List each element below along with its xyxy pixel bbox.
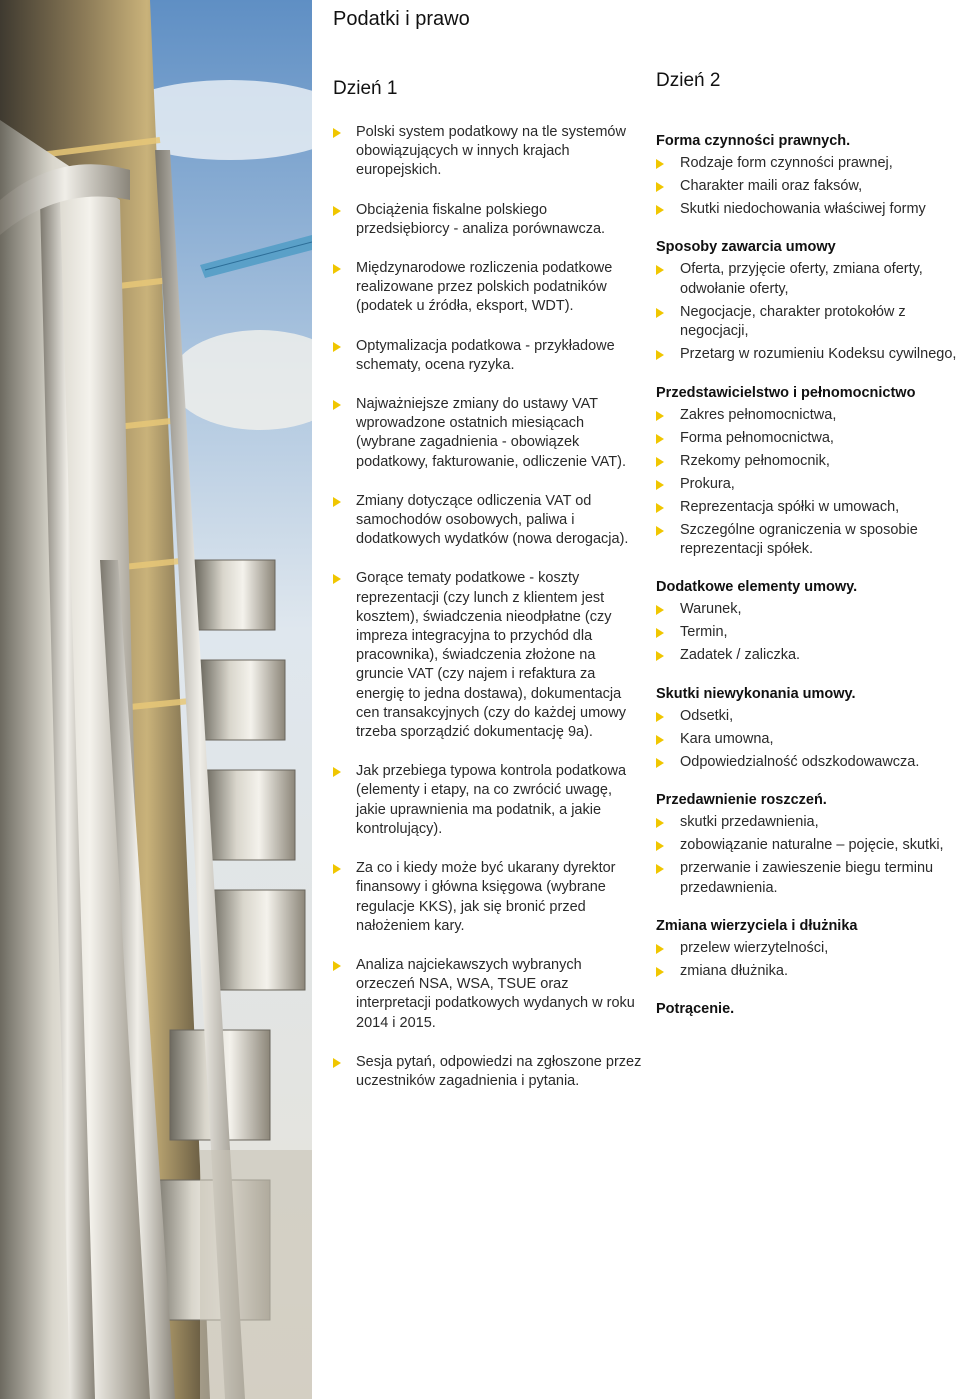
day1-item-text: Obciążenia fiskalne polskiego przedsiębiorcy - analiza porównawcza.: [356, 201, 606, 237]
triangle-bullet-icon: [333, 767, 341, 777]
triangle-bullet-icon: [656, 503, 664, 513]
day2-item: [656, 154, 960, 173]
day2-item: [656, 836, 960, 855]
section-title: Skutki niewykonania umowy.: [656, 685, 856, 702]
day2-item-text: Rodzaje form czynności prawnej,: [680, 155, 893, 171]
triangle-bullet-icon: [656, 457, 664, 467]
triangle-bullet-icon: [333, 400, 341, 410]
day1-item-text: Zmiany dotyczące odliczenia VAT od samochodów osobowych, paliwa i dodatkowych wydatków (nowa derogacja).: [356, 492, 629, 548]
day2-item: [656, 429, 960, 448]
section-title: Forma czynności prawnych.: [656, 133, 851, 149]
day2-section: [656, 917, 960, 981]
day2-item: [656, 730, 960, 749]
day2-section: [656, 384, 960, 560]
day1-item: [333, 259, 643, 317]
day1-item: [333, 569, 643, 742]
triangle-bullet-icon: [333, 264, 341, 274]
triangle-bullet-icon: [656, 712, 664, 722]
triangle-bullet-icon: [656, 864, 664, 874]
day2-item: [656, 646, 960, 665]
section-title: Dodatkowe elementy umowy.: [656, 579, 858, 596]
page-title: Podatki i prawo: [333, 8, 470, 30]
day2-item-text: zmiana dłużnika.: [680, 963, 788, 980]
day2-item: [656, 200, 960, 219]
day2-item-text: Zakres pełnomocnictwa,: [680, 406, 837, 423]
triangle-bullet-icon: [656, 411, 664, 421]
day2-item: [656, 303, 960, 342]
day1-item: [333, 337, 643, 375]
day1-item: [333, 201, 643, 239]
triangle-bullet-icon: [656, 265, 664, 275]
day2-item-text: Prokura,: [680, 475, 735, 492]
day1-list: [333, 123, 643, 1091]
triangle-bullet-icon: [656, 480, 664, 490]
day1-heading: Dzień 1: [333, 78, 398, 99]
day2-section: [656, 685, 960, 772]
day2-item-text: Negocjacje, charakter protokołów z negocjacji,: [680, 303, 906, 340]
day2-section: [656, 1000, 960, 1019]
section-title: Przedstawicielstwo i pełnomocnictwo: [656, 384, 916, 401]
triangle-bullet-icon: [656, 758, 664, 768]
day2-item-text: skutki przedawnienia,: [680, 814, 819, 831]
triangle-bullet-icon: [656, 944, 664, 954]
triangle-bullet-icon: [333, 342, 341, 352]
day1-item-text: Za co i kiedy może być ukarany dyrektor finansowy i główna księgowa (wybrane regulacje KKS), jak się bronić przed nałożeniem kary.: [356, 860, 616, 934]
day2-item-text: Odpowiedzialność odszkodowawcza.: [680, 753, 920, 770]
day2-item-text: Kara umowna,: [680, 730, 774, 747]
triangle-bullet-icon: [656, 605, 664, 615]
triangle-bullet-icon: [656, 434, 664, 444]
day1-item-text: Międzynarodowe rozliczenia podatkowe realizowane przez polskich podatników (podatek u źródła, eksport, WDT).: [356, 260, 613, 315]
day1-item: [333, 956, 643, 1033]
day2-item: [656, 345, 960, 364]
day2-item-text: Oferta, przyjęcie oferty, zmiana oferty, odwołanie oferty,: [680, 261, 923, 297]
day2-item: [656, 177, 960, 196]
day2-item: [656, 707, 960, 726]
day1-item-text: Optymalizacja podatkowa - przykładowe schematy, ocena ryzyka.: [356, 337, 615, 373]
section-title: Zmiana wierzyciela i dłużnika: [656, 918, 858, 935]
building-photo: [0, 0, 312, 1399]
triangle-bullet-icon: [333, 1058, 341, 1068]
day1-item-text: Jak przebiega typowa kontrola podatkowa (elementy i etapy, na co zwrócić uwagę, jakie uprawnienia ma podatnik, a jakie kontrolujący).: [356, 763, 627, 837]
triangle-bullet-icon: [333, 128, 341, 138]
day2-item-text: Warunek,: [680, 601, 742, 618]
triangle-bullet-icon: [656, 967, 664, 977]
day1-item-text: Gorące tematy podatkowe - koszty reprezentacji (czy lunch z klientem jest kosztem), świadczenia nieodpłatne (czy impreza integracyjna to przychód dla pracownika), świadczenia złożone na gruncie VAT (czy najem i refaktura za energię to jedna dostawa), dokumentacja cen transakcyjnych (czy do każdej umowy trzeba sporządzić dokumentację 9a).: [356, 570, 626, 741]
section-title: Sposoby zawarcia umowy: [656, 239, 836, 256]
day1-item-text: Najważniejsze zmiany do ustawy VAT wprowadzone ostatnich miesiącach (wybrane zagadnienia - obowiązek podatkowy, fakturowanie, odliczenie VAT).: [356, 396, 626, 470]
triangle-bullet-icon: [656, 651, 664, 661]
day2-section: [656, 578, 960, 665]
triangle-bullet-icon: [333, 574, 341, 584]
section-list: [656, 707, 960, 772]
triangle-bullet-icon: [656, 159, 664, 169]
day2-agenda: [656, 132, 960, 1038]
day2-item: [656, 260, 960, 299]
day1-item: [333, 1053, 643, 1091]
day2-item: [656, 521, 960, 560]
day1-item: [333, 123, 643, 181]
section-list: [656, 813, 960, 898]
section-list: [656, 260, 960, 364]
section-list: [656, 154, 960, 219]
day1-item: [333, 859, 643, 936]
day2-section: [656, 791, 960, 898]
day2-item: [656, 939, 960, 958]
day1-item: [333, 395, 643, 472]
day2-item-text: Reprezentacja spółki w umowach,: [680, 498, 900, 515]
day2-item-text: Termin,: [680, 624, 728, 641]
day2-item-text: Charakter maili oraz faksów,: [680, 178, 863, 194]
day2-item-text: przelew wierzytelności,: [680, 940, 829, 957]
day2-item: [656, 406, 960, 425]
triangle-bullet-icon: [656, 308, 664, 318]
triangle-bullet-icon: [656, 628, 664, 638]
day2-section: [656, 238, 960, 364]
triangle-bullet-icon: [333, 961, 341, 971]
day2-item-text: Forma pełnomocnictwa,: [680, 429, 834, 446]
day2-item: [656, 753, 960, 772]
day1-item-text: Sesja pytań, odpowiedzi na zgłoszone przez uczestników zagadnienia i pytania.: [356, 1053, 642, 1089]
triangle-bullet-icon: [656, 182, 664, 192]
day1-agenda: [333, 123, 643, 1111]
triangle-bullet-icon: [656, 818, 664, 828]
triangle-bullet-icon: [656, 350, 664, 360]
section-list: [656, 600, 960, 665]
section-title: Potrącenie.: [656, 1001, 735, 1018]
day2-item: [656, 498, 960, 517]
day2-item: [656, 452, 960, 471]
triangle-bullet-icon: [333, 206, 341, 216]
day1-item-text: Analiza najciekawszych wybranych orzeczeń NSA, WSA, TSUE oraz interpretacji podatkowych wydanych w roku 2014 i 2015.: [356, 956, 635, 1031]
day2-item-text: Odsetki,: [680, 707, 734, 724]
day2-heading: Dzień 2: [656, 70, 721, 91]
day2-item-text: Rzekomy pełnomocnik,: [680, 452, 830, 469]
section-list: [656, 406, 960, 560]
day2-item: [656, 600, 960, 619]
day2-section: [656, 132, 960, 219]
triangle-bullet-icon: [656, 735, 664, 745]
day2-item-text: Skutki niedochowania właściwej formy: [680, 201, 926, 217]
triangle-bullet-icon: [656, 841, 664, 851]
day2-item: [656, 475, 960, 494]
triangle-bullet-icon: [656, 205, 664, 215]
day2-item-text: Zadatek / zaliczka.: [680, 647, 801, 664]
triangle-bullet-icon: [333, 497, 341, 507]
day1-item-text: Polski system podatkowy na tle systemów obowiązujących w innych krajach europejskich.: [356, 124, 626, 179]
day2-item-text: Szczególne ograniczenia w sposobie reprezentacji spółek.: [680, 521, 918, 558]
triangle-bullet-icon: [333, 864, 341, 874]
day1-item: [333, 762, 643, 839]
day2-item-text: zobowiązanie naturalne – pojęcie, skutki,: [680, 837, 944, 854]
section-list: [656, 939, 960, 981]
day2-item: [656, 813, 960, 832]
day2-item: [656, 962, 960, 981]
day2-item: [656, 623, 960, 642]
day1-item: [333, 492, 643, 550]
day2-item: [656, 859, 960, 898]
day2-item-text: przerwanie i zawieszenie biegu terminu przedawnienia.: [680, 860, 934, 896]
section-title: Przedawnienie roszczeń.: [656, 792, 827, 809]
triangle-bullet-icon: [656, 526, 664, 536]
day2-item-text: Przetarg w rozumieniu Kodeksu cywilnego,: [680, 346, 957, 363]
